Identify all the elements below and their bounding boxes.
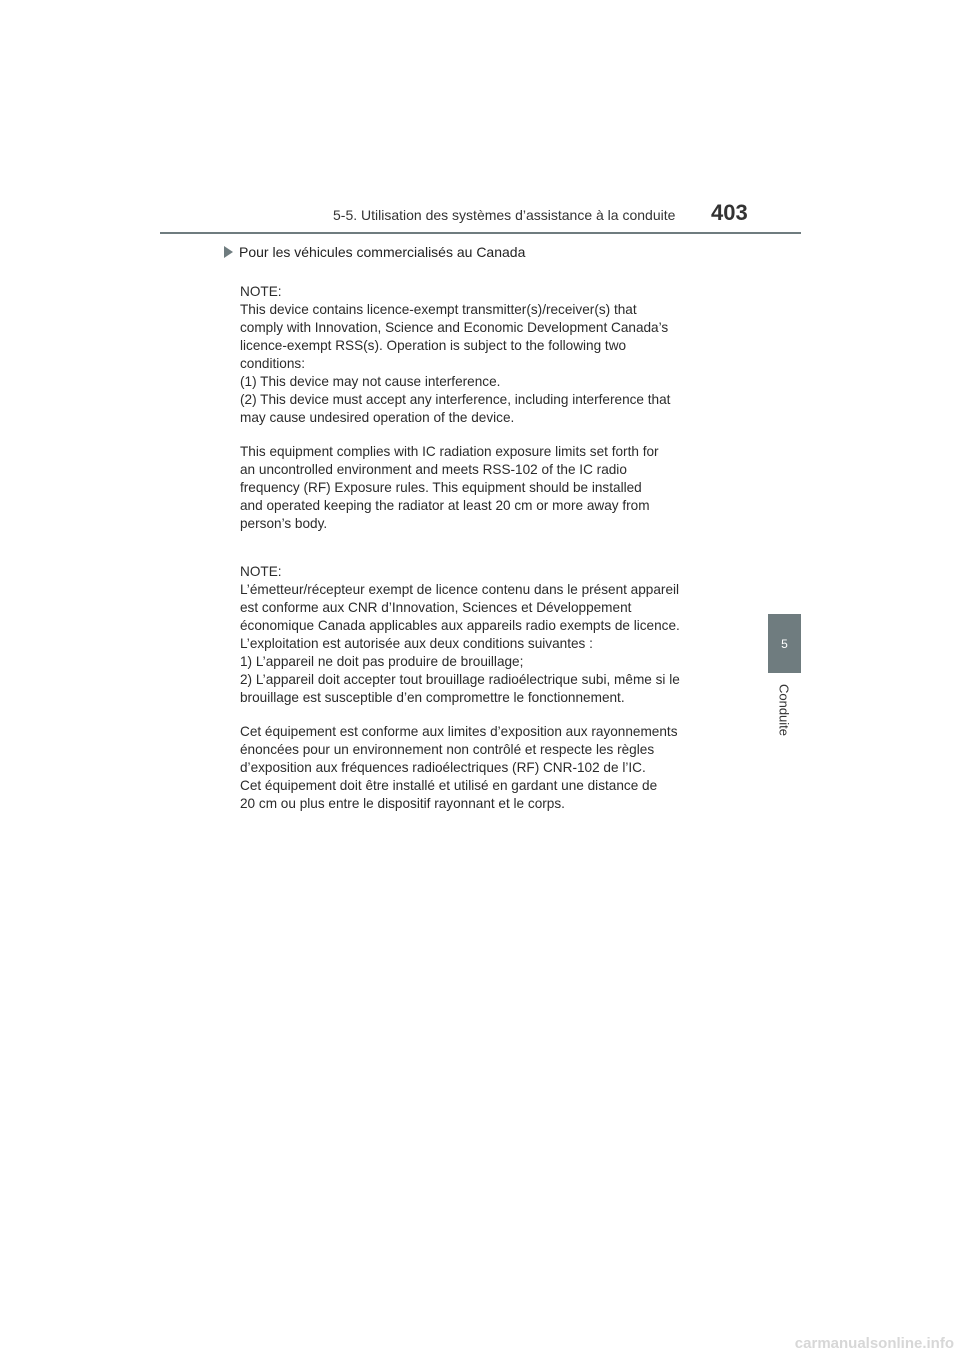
- notice-line: 20 cm ou plus entre le dispositif rayonnant et le corps.: [240, 796, 565, 811]
- notice-line: comply with Innovation, Science and Economic Development Canada’s: [240, 320, 669, 335]
- notice-line: This device contains licence-exempt transmitter(s)/receiver(s) that: [240, 302, 637, 317]
- notice-line: Cet équipement est conforme aux limites d’exposition aux rayonnements: [240, 724, 678, 739]
- notice-french: [240, 563, 680, 813]
- notice-line: 1) L’appareil ne doit pas produire de brouillage;: [240, 654, 524, 669]
- notice-line: 2) L’appareil doit accepter tout brouillage radioélectrique subi, même si le: [240, 672, 680, 687]
- notice-line: L’émetteur/récepteur exempt de licence contenu dans le présent appareil: [240, 582, 680, 597]
- notice-line: conditions:: [240, 356, 305, 371]
- section-heading-text: Pour les véhicules commercialisés au Canada: [239, 244, 526, 260]
- notice-line: frequency (RF) Exposure rules. This equipment should be installed: [240, 480, 642, 495]
- notice-gap: [240, 427, 670, 443]
- notice-line: est conforme aux CNR d’Innovation, Sciences et Développement: [240, 600, 632, 615]
- notice-line: and operated keeping the radiator at least 20 cm or more away from: [240, 498, 650, 513]
- notice-line: d’exposition aux fréquences radioélectriques (RF) CNR-102 de l’IC.: [240, 760, 646, 775]
- notice-line: brouillage est susceptible d’en compromettre le fonctionnement.: [240, 690, 625, 705]
- notice-line: NOTE:: [240, 284, 282, 299]
- notice-line: NOTE:: [240, 564, 282, 579]
- triangle-arrow-icon: [224, 246, 233, 258]
- notice-line: person’s body.: [240, 516, 328, 531]
- watermark: carmanualsonline.info: [794, 1335, 954, 1352]
- header-section-title: 5-5. Utilisation des systèmes d’assistance à la conduite: [333, 207, 676, 223]
- notice-line: licence-exempt RSS(s). Operation is subject to the following two: [240, 338, 627, 353]
- notice-line: Cet équipement doit être installé et utilisé en gardant une distance de: [240, 778, 658, 793]
- notice-gap: [240, 707, 680, 723]
- notice-line: énoncées pour un environnement non contrôlé et respecte les règles: [240, 742, 655, 757]
- chapter-label: Conduite: [776, 683, 792, 737]
- section-heading: [224, 244, 525, 260]
- notice-line: an uncontrolled environment and meets RSS-102 of the IC radio: [240, 462, 627, 477]
- notice-line: (2) This device must accept any interference, including interference that: [240, 392, 671, 407]
- notice-line: This equipment complies with IC radiation exposure limits set forth for: [240, 444, 659, 459]
- notice-line: économique Canada applicables aux appareils radio exempts de licence.: [240, 618, 680, 633]
- notice-line: may cause undesired operation of the device.: [240, 410, 515, 425]
- page-number: 403: [711, 200, 748, 225]
- notice-line: L’exploitation est autorisée aux deux conditions suivantes :: [240, 636, 593, 651]
- notice-english: [240, 283, 670, 533]
- chapter-tab: 5: [768, 614, 801, 673]
- header-divider: [160, 232, 801, 234]
- notice-line: (1) This device may not cause interference.: [240, 374, 501, 389]
